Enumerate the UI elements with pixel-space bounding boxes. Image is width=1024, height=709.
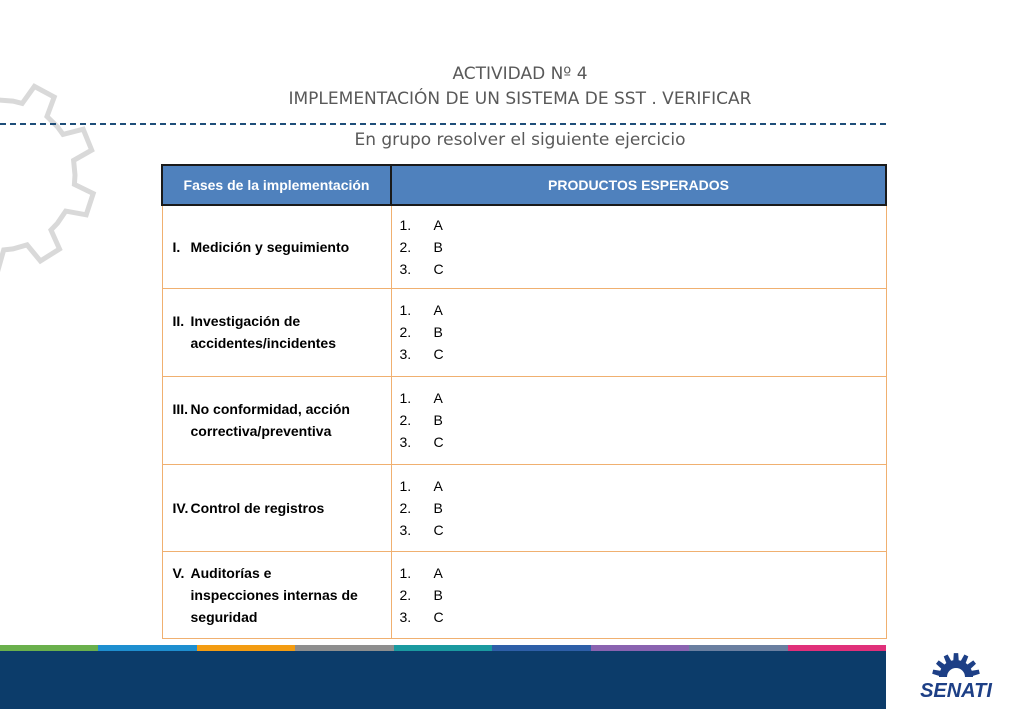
item-number: 1. xyxy=(399,477,412,494)
title-block xyxy=(160,62,880,112)
list-item xyxy=(400,606,886,628)
item-number: 2. xyxy=(399,586,412,603)
color-stripe xyxy=(689,645,787,651)
implementation-phases-table xyxy=(161,164,887,639)
table-row xyxy=(162,288,886,376)
instruction-text: En grupo resolver el siguiente ejercicio xyxy=(354,130,686,150)
color-stripe xyxy=(591,645,689,651)
phase-label-line: Auditorías e xyxy=(190,564,272,581)
phase-label-line: Control de registros xyxy=(190,499,325,516)
item-value: C xyxy=(433,260,444,277)
item-value: B xyxy=(433,412,443,428)
list-item xyxy=(400,497,886,519)
logo-text: SENATI xyxy=(920,680,992,702)
activity-subtitle-heading: IMPLEMENTACIÓN DE UN SISTEMA DE SST . VERIFICAR xyxy=(288,89,752,109)
table-row xyxy=(162,205,886,288)
list-item xyxy=(400,387,886,409)
phase-label-line: Medición y seguimiento xyxy=(190,238,350,255)
color-stripe xyxy=(394,645,492,651)
item-number: 1. xyxy=(399,216,412,233)
item-value: C xyxy=(433,434,444,450)
list-item xyxy=(400,562,886,584)
phase-label-line: correctiva/preventiva xyxy=(190,423,332,439)
gear-outline-icon xyxy=(0,55,120,295)
list-item xyxy=(400,236,886,258)
phase-number: IV. xyxy=(172,499,189,516)
item-value: C xyxy=(433,346,444,362)
item-value: A xyxy=(433,477,443,494)
header-phases: Fases de la implementación xyxy=(162,165,391,205)
item-value: C xyxy=(433,521,444,538)
phase-cell xyxy=(162,376,391,464)
table-row xyxy=(162,464,886,551)
item-value: B xyxy=(433,499,443,516)
phase-cell xyxy=(162,464,391,551)
item-number: 1. xyxy=(399,390,412,406)
dashed-divider xyxy=(0,123,886,125)
item-number: 3. xyxy=(399,608,412,625)
products-cell xyxy=(391,551,886,638)
item-number: 2. xyxy=(399,238,412,255)
item-value: A xyxy=(433,564,443,581)
color-stripe xyxy=(788,645,886,651)
phase-label-line: accidentes/incidentes xyxy=(190,335,337,351)
table-row xyxy=(162,376,886,464)
item-number: 3. xyxy=(399,260,412,277)
products-cell xyxy=(391,464,886,551)
phase-cell xyxy=(162,205,391,288)
phase-label-line: Investigación de xyxy=(190,313,301,329)
list-item xyxy=(400,475,886,497)
item-number: 1. xyxy=(399,302,412,318)
table-header-row xyxy=(162,165,886,205)
phase-label-line: No conformidad, acción xyxy=(190,401,350,417)
senati-logo xyxy=(886,645,1024,709)
item-number: 2. xyxy=(399,324,412,340)
color-stripe xyxy=(492,645,590,651)
list-item xyxy=(400,409,886,431)
list-item xyxy=(400,584,886,606)
color-stripe xyxy=(0,645,98,651)
footer-color-stripes xyxy=(0,645,886,651)
item-value: B xyxy=(433,324,443,340)
item-value: B xyxy=(433,586,443,603)
phase-number: V. xyxy=(172,564,185,581)
item-number: 3. xyxy=(399,434,412,450)
products-cell xyxy=(391,205,886,288)
list-item xyxy=(400,258,886,280)
phase-number: III. xyxy=(172,401,189,417)
list-item xyxy=(400,214,886,236)
phase-label-line: seguridad xyxy=(190,608,258,625)
item-value: A xyxy=(433,302,443,318)
phase-cell xyxy=(162,288,391,376)
phase-cell xyxy=(162,551,391,638)
list-item xyxy=(400,519,886,541)
list-item xyxy=(400,343,886,365)
list-item xyxy=(400,321,886,343)
item-number: 1. xyxy=(399,564,412,581)
color-stripe xyxy=(98,645,196,651)
phase-number: II. xyxy=(172,313,185,329)
activity-title: ACTIVIDAD Nº 4 xyxy=(452,64,588,84)
item-value: C xyxy=(433,608,444,625)
phase-number: I. xyxy=(172,238,181,255)
products-cell xyxy=(391,376,886,464)
color-stripe xyxy=(295,645,393,651)
products-cell xyxy=(391,288,886,376)
footer-bar xyxy=(0,645,886,709)
color-stripe xyxy=(197,645,295,651)
senati-logo-icon xyxy=(900,647,1012,707)
item-number: 2. xyxy=(399,412,412,428)
phase-label-line: inspecciones internas de xyxy=(190,586,358,603)
item-number: 2. xyxy=(399,499,412,516)
table-row xyxy=(162,551,886,638)
item-value: A xyxy=(433,390,443,406)
item-value: B xyxy=(433,238,443,255)
list-item xyxy=(400,431,886,453)
header-products: PRODUCTOS ESPERADOS xyxy=(391,165,886,205)
item-number: 3. xyxy=(399,521,412,538)
item-number: 3. xyxy=(399,346,412,362)
list-item xyxy=(400,299,886,321)
item-value: A xyxy=(433,216,443,233)
